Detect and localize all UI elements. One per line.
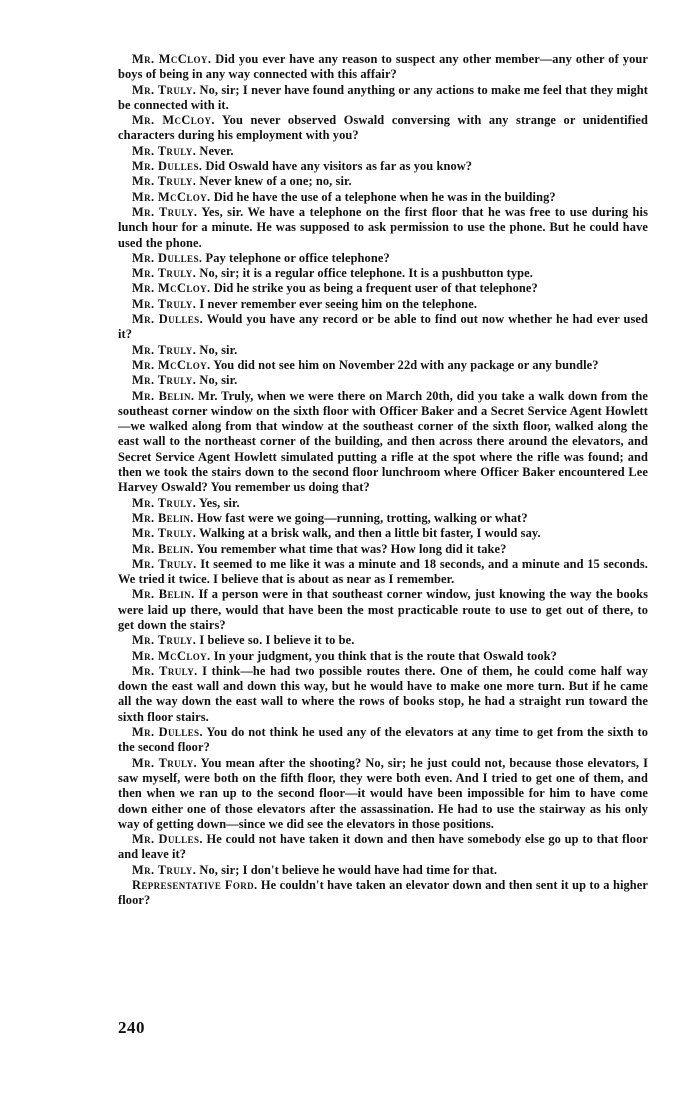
testimony-paragraph [118, 832, 648, 863]
speaker-name: Mr. McCloy. [132, 281, 211, 296]
speech-text: You never observed Oswald conversing with any strange or unidentified characters during his employment with you? [118, 113, 648, 143]
testimony-paragraph [118, 205, 648, 251]
testimony-paragraph [118, 542, 648, 557]
testimony-paragraph [118, 725, 648, 756]
testimony-paragraph [118, 511, 648, 526]
speech-text: If a person were in that southeast corner window, just knowing the way the books were laid up there, would that have been the most practicable route to use to get out of there, to get down the stairs? [118, 587, 648, 632]
speech-text: Did Oswald have any visitors as far as you know? [202, 159, 473, 174]
speech-text: You do not think he used any of the elevators at any time to get from the sixth to the second floor? [118, 725, 648, 755]
speech-text: It seemed to me like it was a minute and 18 seconds, and a minute and 15 seconds. We tried it twice. I believe that is about as near as I remember. [118, 556, 648, 587]
speech-text: No, sir. [196, 373, 238, 388]
speech-text: I think—he had two possible routes there. One of them, he could come half way down the east wall and down this way, but he would have to make one more turn. But if he came all the way down the east wall to where the rows of books stop, he had a straight run toward the sixth floor stairs. [118, 663, 649, 724]
testimony-paragraph [118, 389, 648, 496]
speech-text: Never knew of a one; no, sir. [196, 174, 352, 189]
speech-text: Pay telephone or office telephone? [202, 250, 390, 265]
testimony-paragraph [118, 664, 648, 725]
testimony-paragraph [118, 281, 648, 296]
speech-text: In your judgment, you think that is the route that Oswald took? [210, 648, 557, 663]
speaker-name: Mr. Truly. [132, 526, 197, 541]
speech-text: He couldn't have taken an elevator down and then sent it up to a higher floor? [118, 878, 648, 908]
speech-text: Did he strike you as being a frequent user of that telephone? [210, 281, 538, 296]
speaker-name: Mr. Truly. [132, 862, 197, 877]
speaker-name: Mr. Truly. [132, 373, 197, 388]
speaker-name: Mr. McCloy. [132, 113, 215, 128]
speaker-name: Mr. Truly. [132, 633, 197, 648]
speech-text: Never. [196, 143, 234, 158]
testimony-paragraph [118, 557, 648, 588]
testimony-paragraph [118, 174, 648, 189]
speaker-name: Mr. McCloy. [132, 648, 211, 663]
testimony-paragraph [118, 649, 648, 664]
speech-text: No, sir. [196, 342, 238, 357]
speaker-name: Mr. Belin. [132, 388, 195, 403]
speaker-name: Mr. Dulles. [132, 725, 203, 740]
speaker-name: Mr. Truly. [132, 82, 197, 97]
speaker-name: Mr. Dulles. [132, 312, 204, 327]
testimony-paragraph [118, 878, 648, 909]
speaker-name: Mr. Belin. [132, 541, 194, 556]
speech-text: I believe so. I believe it to be. [196, 633, 355, 648]
testimony-paragraph [118, 83, 648, 114]
testimony-paragraph [118, 190, 648, 205]
speaker-name: Mr. Truly. [132, 755, 198, 770]
testimony-paragraph [118, 633, 648, 648]
testimony-paragraph [118, 251, 648, 266]
speaker-name: Mr. Truly. [132, 266, 197, 281]
testimony-paragraph [118, 144, 648, 159]
speaker-name: Mr. Dulles. [132, 159, 203, 174]
speech-text: No, sir; it is a regular office telephone. It is a pushbutton type. [196, 266, 533, 281]
speech-text: Did he have the use of a telephone when he was in the building? [210, 189, 556, 204]
testimony-paragraph [118, 52, 648, 83]
speech-text: Walking at a brisk walk, and then a little bit faster, I would say. [196, 526, 541, 541]
speech-text: He could not have taken it down and then have somebody else go up to that floor and leave it? [118, 832, 648, 862]
speech-text: You mean after the shooting? No, sir; he just could not, because those elevators, I saw myself, were both on the fifth floor, they were both even. And I tried to get one of them, and then when we ran up to the second floor—it would have been impossible for him to have come down either one of those elevators after the assassination. He had to use the stairway as his only way of getting down—since we did see the elevators in those positions. [118, 755, 649, 831]
transcript-body [118, 52, 648, 909]
speaker-name: Mr. Belin. [132, 587, 195, 602]
speaker-name: Mr. McCloy. [132, 357, 211, 372]
speech-text: You did not see him on November 22d with any package or any bundle? [210, 357, 599, 372]
speaker-name: Mr. Truly. [132, 296, 197, 311]
speaker-name: Mr. Truly. [132, 495, 197, 510]
testimony-paragraph [118, 373, 648, 388]
testimony-paragraph [118, 863, 648, 878]
testimony-paragraph [118, 343, 648, 358]
speaker-name: Mr. Truly. [132, 204, 198, 219]
speaker-name: Mr. Belin. [132, 510, 194, 525]
speaker-name: Representative Ford. [132, 878, 258, 893]
speech-text: Would you have any record or be able to find out now whether he had ever used it? [118, 312, 648, 342]
speaker-name: Mr. Truly. [132, 342, 197, 357]
speech-text: Yes, sir. [196, 495, 240, 510]
testimony-paragraph [118, 266, 648, 281]
testimony-paragraph [118, 526, 648, 541]
testimony-paragraph [118, 113, 648, 144]
page-number: 240 [118, 1018, 145, 1037]
testimony-paragraph [118, 587, 648, 633]
testimony-paragraph [118, 159, 648, 174]
testimony-paragraph [118, 358, 648, 373]
speech-text: I never remember ever seeing him on the telephone. [196, 296, 478, 311]
testimony-paragraph [118, 496, 648, 511]
speaker-name: Mr. Dulles. [132, 832, 203, 847]
testimony-paragraph [118, 756, 648, 832]
speech-text: Did you ever have any reason to suspect any other member—any other of your boys of being in any way connected with this affair? [118, 52, 648, 82]
testimony-paragraph [118, 297, 648, 312]
speaker-name: Mr. McCloy. [132, 189, 211, 204]
speech-text: You remember what time that was? How long did it take? [193, 541, 507, 556]
speaker-name: Mr. Truly. [132, 174, 197, 189]
speech-text: No, sir; I don't believe he would have had time for that. [196, 862, 498, 877]
speech-text: No, sir; I never have found anything or any actions to make me feel that they might be connected with it. [118, 82, 648, 112]
testimony-paragraph [118, 312, 648, 343]
speech-text: Yes, sir. We have a telephone on the first floor that he was free to use during his lunch hour for a minute. He was supposed to ask permission to use the phone. But he could have used the phone. [118, 204, 648, 250]
speaker-name: Mr. Truly. [132, 143, 197, 158]
speaker-name: Mr. Truly. [132, 663, 198, 678]
speaker-name: Mr. Truly. [132, 556, 197, 571]
speaker-name: Mr. Dulles. [132, 250, 203, 265]
speaker-name: Mr. McCloy. [132, 52, 212, 66]
speech-text: How fast were we going—running, trotting, walking or what? [193, 510, 528, 525]
speech-text: Mr. Truly, when we were there on March 20th, did you take a walk down from the southeast corner window on the sixth floor with Officer Baker and a Secret Service Agent Howlett—we walked along from that window at the southeast corner of the sixth floor, walked along the east wall to the northeast corner of the building, and then across there around the elevators, and Secret Service Agent Howlett simulated putting a rifle at the spot where the rifle was found; and then we took the stairs down to the second floor lunchroom where Officer Baker encountered Lee Harvey Oswald? You remember us doing that? [118, 388, 648, 495]
